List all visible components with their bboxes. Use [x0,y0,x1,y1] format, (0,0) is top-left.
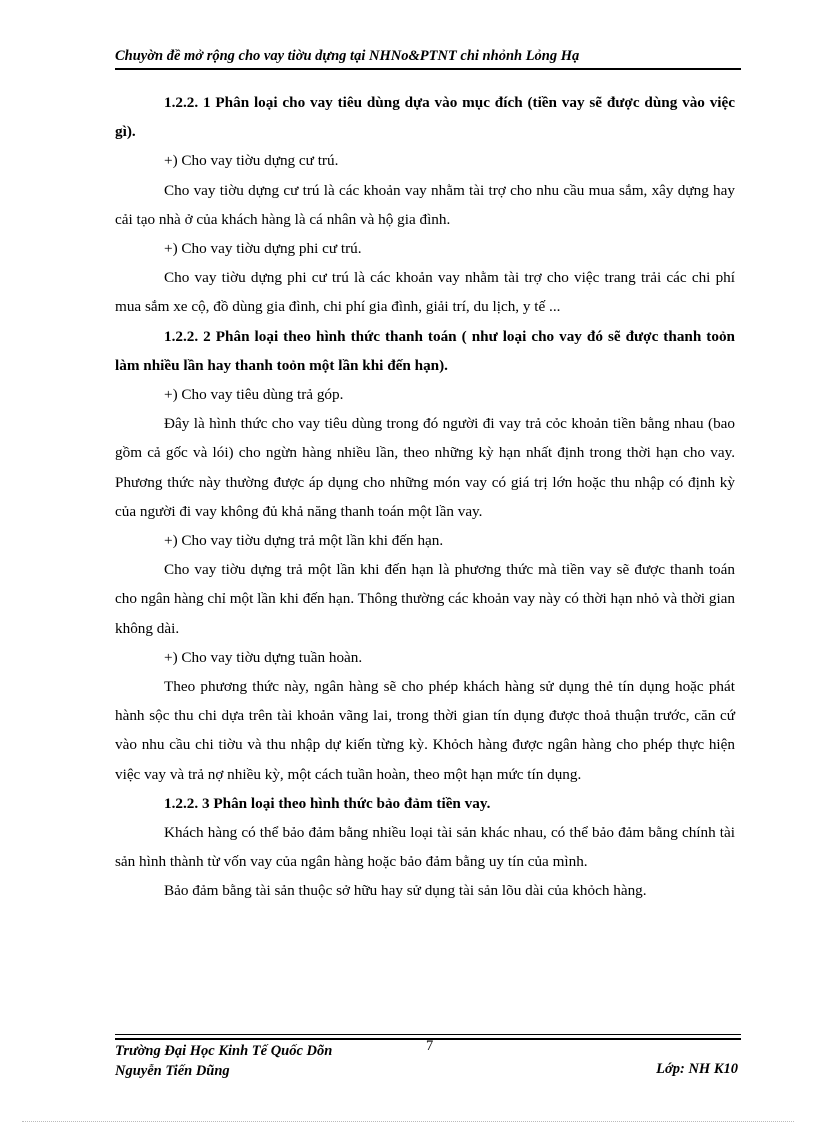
body-paragraph: Bảo đảm bằng tài sản thuộc sở hữu hay sử dụng tài sản lõu dài của khỏch hàng. [164,882,647,900]
section-heading: 1.2.2. 3 Phân loại theo hình thức bảo đảm tiền vay. [164,794,491,812]
body-paragraph: +) Cho vay tiờu dựng trả một lần khi đến hạn. [164,532,444,550]
body-paragraph: +) Cho vay tiờu dựng phi cư trú. [164,240,362,258]
section-heading: 1.2.2. 1 Phân loại cho vay tiêu dùng dựa vào mục đích (tiền vay sẽ được dùng vào việc gì). [115,94,735,141]
body-paragraph: Cho vay tiờu dựng trả một lần khi đến hạn là phương thức mà tiền vay sẽ được thanh toán cho ngân hàng chỉ một lần khi đến hạn. Thông thường các khoản vay này có thời hạn nhỏ và thời gian không dài. [115,561,735,637]
page-bottom-edge [22,1121,794,1122]
section-heading: 1.2.2. 2 Phân loại theo hình thức thanh toán ( như loại cho vay đó sẽ được thanh toỏn làm nhiều lần hay thanh toỏn một lần khi đến hạn). [115,327,735,374]
footer-class: Lớp: NH K10 [656,1061,738,1077]
body-paragraph: +) Cho vay tiờu dựng cư trú. [164,152,339,170]
body-paragraph: +) Cho vay tiêu dùng trả góp. [164,386,344,404]
footer-school: Trường Đại Học Kinh Tế Quốc Dõn [115,1043,333,1059]
body-paragraph: Khách hàng có thể bảo đảm bằng nhiều loại tài sản khác nhau, có thể bảo đảm bằng chính tài sản hình thành từ vốn vay của ngân hàng hoặc bảo đảm bằng uy tín của mình. [115,824,735,871]
document-body [115,88,735,906]
footer-author: Nguyễn Tiến Dũng [115,1063,230,1079]
body-paragraph: Đây là hình thức cho vay tiêu dùng trong đó người đi vay trả cỏc khoản tiền bằng nhau (bao gồm cả gốc và lói) cho ngừn hàng nhiều lần, theo những kỳ hạn nhất định trong thời hạn cho vay. Phương thức này thường được áp dụng cho những món vay có giá trị lớn hoặc thu nhập có định kỳ của người đi vay không đủ khả năng thanh toán một lần vay. [115,415,735,520]
body-paragraph: Theo phương thức này, ngân hàng sẽ cho phép khách hàng sử dụng thẻ tín dụng hoặc phát hành sộc thu chi dựa trên tài khoản vãng lai, trong thời gian tín dụng được thoả thuận trước, căn cứ vào nhu cầu chi tiờu và thu nhập dự kiến từng kỳ. Khỏch hàng được ngân hàng cho phép thực hiện việc vay và trả nợ nhiều kỳ, một cách tuần hoàn, theo một hạn mức tín dụng. [115,678,735,783]
header-divider [115,68,741,70]
page-number: 7 [426,1038,434,1054]
page-header-title: Chuyờn đề mở rộng cho vay tiờu dựng tại NHNo&PTNT chi nhỏnh Lỏng Hạ [115,48,580,64]
body-paragraph: Cho vay tiờu dựng cư trú là các khoản vay nhằm tài trợ cho nhu cầu mua sắm, xây dựng hay cải tạo nhà ở của khách hàng là cá nhân và hộ gia đình. [115,181,735,228]
footer-divider-thin [115,1034,741,1035]
body-paragraph: Cho vay tiờu dựng phi cư trú là các khoản vay nhằm tài trợ cho việc trang trải các chi phí mua sắm xe cộ, đồ dùng gia đình, chi phí gia đình, giải trí, du lịch, y tế ... [115,269,735,316]
body-paragraph: +) Cho vay tiờu dựng tuần hoàn. [164,648,363,666]
footer-left [115,1041,332,1081]
